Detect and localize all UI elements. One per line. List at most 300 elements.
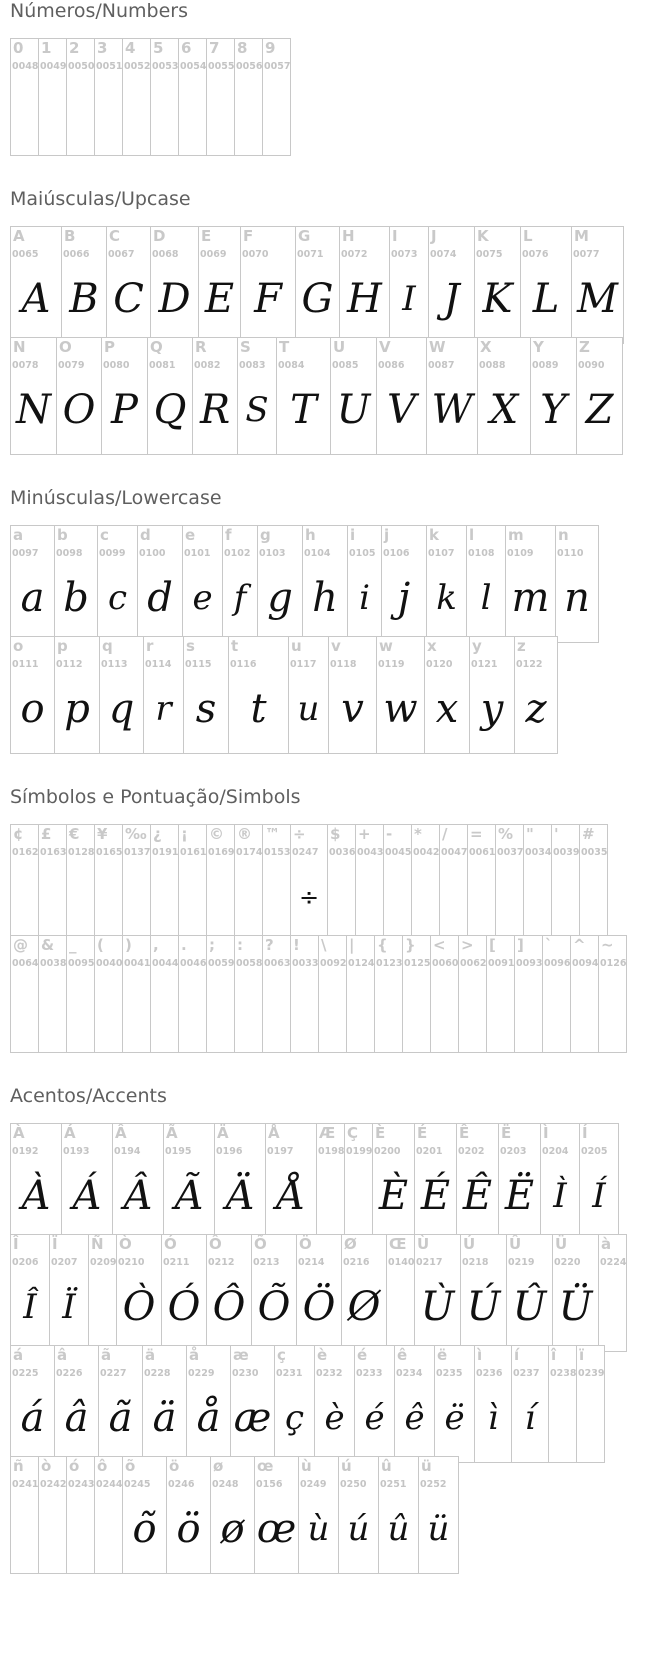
glyph-code: 0229 [188, 1368, 215, 1379]
glyph-code: 0043 [357, 847, 384, 858]
glyph-char-label: 8 [237, 39, 248, 57]
glyph-sample: l [480, 578, 492, 618]
glyph-code: 0236 [476, 1368, 503, 1379]
glyph-char-label: Ê [459, 1124, 470, 1142]
glyph-cell [430, 935, 459, 1053]
glyph-code: 0169 [208, 847, 235, 858]
glyph-cell [383, 824, 412, 942]
glyph-char-label: ¡ [181, 825, 188, 843]
glyph-sample: Ë [504, 1173, 535, 1219]
glyph-sample: Ê [462, 1173, 493, 1219]
glyph-sample: F [254, 276, 282, 322]
glyph-char-label: ù [301, 1457, 312, 1475]
glyph-char-label: È [375, 1124, 386, 1142]
glyph-cell [66, 38, 95, 156]
glyph-row [10, 636, 557, 754]
glyph-cell [262, 824, 291, 942]
glyph-code: 0071 [297, 249, 324, 260]
glyph-char-label: Ä [217, 1124, 229, 1142]
glyph-code: 0105 [349, 548, 376, 559]
glyph-sample: À [21, 1173, 51, 1219]
glyph-sample: P [111, 387, 138, 433]
glyph-code: 0125 [404, 958, 431, 969]
glyph-char-label: ^ [573, 936, 586, 954]
glyph-sample: Ì [553, 1176, 567, 1216]
glyph-code: 0084 [278, 360, 305, 371]
glyph-sample: Ã [174, 1173, 204, 1219]
glyph-char-label: Ì [543, 1124, 549, 1142]
glyph-char-label: À [13, 1124, 25, 1142]
glyph-char-label: l [469, 526, 475, 544]
glyph-code: 0093 [516, 958, 543, 969]
glyph-cell [61, 1123, 113, 1241]
glyph-code: 0033 [292, 958, 319, 969]
glyph-code: 0035 [581, 847, 608, 858]
glyph-sample: Î [23, 1287, 37, 1327]
glyph-sample: Í [592, 1176, 606, 1216]
glyph-cell [498, 1123, 541, 1241]
glyph-sample: U [336, 387, 371, 433]
glyph-char-label: S [240, 338, 251, 356]
glyph-cell [505, 525, 556, 643]
glyph-code: 0113 [101, 659, 128, 670]
glyph-sample: è [324, 1398, 345, 1438]
glyph-cell [414, 1123, 457, 1241]
glyph-char-label: O [59, 338, 72, 356]
glyph-sample: Ò [122, 1284, 156, 1330]
glyph-char-label: ï [579, 1346, 585, 1364]
section-title: Símbolos e Pontuação/Simbols [10, 786, 301, 808]
glyph-code: 0203 [500, 1146, 527, 1157]
glyph-cell [192, 337, 238, 455]
glyph-char-label: / [442, 825, 448, 843]
glyph-char-label: ñ [13, 1457, 24, 1475]
glyph-code: 0250 [340, 1479, 367, 1490]
glyph-char-label: É [417, 1124, 428, 1142]
glyph-cell [150, 226, 199, 344]
glyph-char-label: U [333, 338, 346, 356]
glyph-code: 0092 [320, 958, 347, 969]
glyph-char-label: { [377, 936, 388, 954]
glyph-char-label: ã [101, 1346, 112, 1364]
glyph-cell [122, 824, 151, 942]
glyph-cell [99, 636, 144, 754]
glyph-code: 0109 [507, 548, 534, 559]
glyph-code: 0242 [40, 1479, 67, 1490]
glyph-cell [10, 337, 57, 455]
glyph-char-label: c [100, 526, 109, 544]
glyph-code: 0037 [497, 847, 524, 858]
glyph-char-label: o [13, 637, 24, 655]
glyph-cell [262, 935, 291, 1053]
glyph-sample: i [359, 578, 370, 618]
glyph-cell [514, 636, 558, 754]
glyph-code: 0218 [462, 1257, 489, 1268]
glyph-code: 0034 [525, 847, 552, 858]
glyph-code: 0111 [12, 659, 39, 670]
glyph-char-label: 0 [13, 39, 24, 57]
glyph-cell [106, 226, 151, 344]
glyph-sample: n [564, 575, 590, 621]
glyph-code: 0104 [304, 548, 331, 559]
glyph-char-label: : [237, 936, 243, 954]
glyph-cell [339, 226, 390, 344]
glyph-code: 0216 [343, 1257, 370, 1268]
glyph-sample: Ä [225, 1173, 255, 1219]
glyph-char-label: n [558, 526, 569, 544]
glyph-char-label: Ó [164, 1235, 177, 1253]
glyph-cell [10, 824, 39, 942]
glyph-sample: b [63, 575, 89, 621]
glyph-code: 0096 [544, 958, 571, 969]
glyph-cell [178, 824, 207, 942]
glyph-code: 0123 [376, 958, 403, 969]
glyph-char-label: * [414, 825, 422, 843]
glyph-cell [198, 226, 241, 344]
glyph-char-label: è [317, 1346, 328, 1364]
glyph-code: 0201 [416, 1146, 443, 1157]
glyph-code: 0100 [139, 548, 166, 559]
glyph-char-label: K [477, 227, 489, 245]
glyph-code: 0207 [51, 1257, 78, 1268]
glyph-sample: h [312, 575, 338, 621]
glyph-char-label: A [13, 227, 25, 245]
glyph-code: 0053 [152, 61, 179, 72]
glyph-char-label: ú [341, 1457, 352, 1475]
glyph-cell [147, 337, 193, 455]
glyph-cell [318, 935, 347, 1053]
glyph-char-label: Ã [166, 1124, 178, 1142]
glyph-char-label: ø [213, 1457, 224, 1475]
glyph-code: 0112 [56, 659, 83, 670]
glyph-char-label: Î [13, 1235, 19, 1253]
glyph-code: 0114 [145, 659, 172, 670]
glyph-char-label: L [523, 227, 533, 245]
glyph-cell [551, 824, 580, 942]
glyph-code: 0237 [513, 1368, 540, 1379]
glyph-char-label: Ë [501, 1124, 512, 1142]
glyph-char-label: í [514, 1346, 520, 1364]
glyph-cell [376, 636, 425, 754]
glyph-cell [372, 1123, 415, 1241]
glyph-sample: q [108, 686, 135, 732]
glyph-cell [386, 1234, 415, 1352]
glyph-sample: X [489, 387, 519, 433]
glyph-cell [571, 226, 624, 344]
glyph-code: 0241 [12, 1479, 39, 1490]
glyph-char-label: 9 [265, 39, 276, 57]
glyph-sample: ÷ [298, 883, 320, 911]
glyph-code: 0213 [253, 1257, 280, 1268]
glyph-code: 0205 [581, 1146, 608, 1157]
glyph-char-label: à [601, 1235, 612, 1253]
glyph-code: 0124 [348, 958, 375, 969]
glyph-cell [137, 525, 183, 643]
glyph-sample: t [250, 686, 267, 732]
glyph-code: 0234 [396, 1368, 423, 1379]
glyph-cell [206, 38, 235, 156]
glyph-cell [210, 1456, 255, 1574]
glyph-char-label: 6 [181, 39, 192, 57]
glyph-char-label: F [243, 227, 254, 245]
glyph-cell [296, 1234, 342, 1352]
glyph-sample: c [107, 578, 128, 618]
glyph-char-label: [ [489, 936, 496, 954]
glyph-cell [426, 337, 478, 455]
glyph-char-label: \ [321, 936, 327, 954]
glyph-sample: Ú [466, 1284, 501, 1330]
glyph-sample: A [21, 276, 51, 322]
glyph-code: 0067 [108, 249, 135, 260]
glyph-cell [394, 1345, 435, 1463]
glyph-code: 0054 [180, 61, 207, 72]
glyph-row [10, 226, 623, 344]
glyph-char-label: ¿ [153, 825, 162, 843]
glyph-cell [552, 1234, 599, 1352]
glyph-code: 0220 [554, 1257, 581, 1268]
glyph-code: 0126 [600, 958, 627, 969]
glyph-cell [338, 1456, 379, 1574]
glyph-cell [474, 1345, 512, 1463]
glyph-code: 0083 [239, 360, 266, 371]
glyph-cell [206, 1234, 252, 1352]
glyph-char-label: ` [545, 936, 553, 954]
glyph-cell [38, 38, 67, 156]
glyph-code: 0202 [458, 1146, 485, 1157]
glyph-char-label: i [350, 526, 356, 544]
glyph-char-label: ! [293, 936, 300, 954]
glyph-char-label: Ï [52, 1235, 58, 1253]
glyph-sample: k [436, 578, 457, 618]
glyph-cell [460, 1234, 507, 1352]
glyph-row [10, 38, 290, 156]
glyph-sample: H [347, 276, 382, 322]
glyph-code: 0077 [573, 249, 600, 260]
glyph-sample: M [577, 276, 618, 322]
glyph-row [10, 525, 598, 643]
glyph-char-label: g [260, 526, 271, 544]
glyph-code: 0227 [100, 1368, 127, 1379]
glyph-cell [288, 636, 329, 754]
glyph-char-label: Œ [389, 1235, 407, 1253]
glyph-char-label: " [526, 825, 534, 843]
glyph-code: 0102 [224, 548, 251, 559]
glyph-sample: Ï [62, 1287, 76, 1327]
glyph-sample: j [397, 575, 411, 621]
glyph-code: 0051 [96, 61, 123, 72]
glyph-sample: Y [540, 387, 567, 433]
glyph-sample: I [402, 279, 416, 319]
glyph-code: 0085 [332, 360, 359, 371]
glyph-cell [257, 525, 303, 643]
glyph-code: 0078 [12, 360, 39, 371]
glyph-char-label: é [357, 1346, 368, 1364]
glyph-cell [467, 824, 496, 942]
glyph-char-label: Ø [344, 1235, 357, 1253]
glyph-code: 0120 [426, 659, 453, 670]
glyph-sample: ä [152, 1395, 177, 1441]
glyph-char-label: € [69, 825, 80, 843]
glyph-char-label: % [498, 825, 514, 843]
glyph-char-label: ? [265, 936, 274, 954]
glyph-sample: E [204, 276, 235, 322]
glyph-char-label: + [358, 825, 371, 843]
glyph-char-label: ÷ [293, 825, 306, 843]
glyph-sample: Z [585, 387, 614, 433]
glyph-code: 0204 [542, 1146, 569, 1157]
glyph-char-label: ] [517, 936, 524, 954]
glyph-cell [112, 1123, 164, 1241]
glyph-cell [10, 226, 62, 344]
glyph-cell [274, 1345, 315, 1463]
glyph-sample: ú [347, 1509, 370, 1549]
glyph-sample: å [196, 1395, 221, 1441]
glyph-cell [355, 824, 384, 942]
glyph-char-label: R [195, 338, 207, 356]
glyph-cell [206, 824, 235, 942]
glyph-sample: ö [176, 1506, 201, 1552]
glyph-sample: œ [256, 1506, 297, 1552]
glyph-char-label: j [384, 526, 390, 544]
glyph-code: 0246 [168, 1479, 195, 1490]
glyph-code: 0206 [12, 1257, 39, 1268]
glyph-code: 0140 [388, 1257, 415, 1268]
glyph-code: 0118 [330, 659, 357, 670]
glyph-cell [314, 1345, 355, 1463]
glyph-char-label: ® [237, 825, 252, 843]
glyph-char-label: b [57, 526, 68, 544]
glyph-code: 0103 [259, 548, 286, 559]
glyph-cell [330, 337, 377, 455]
glyph-char-label: r [146, 637, 154, 655]
glyph-sample: V [387, 387, 416, 433]
glyph-cell [477, 337, 531, 455]
glyph-cell [234, 38, 263, 156]
section-title: Maiúsculas/Upcase [10, 188, 191, 210]
glyph-cell [101, 337, 148, 455]
glyph-code: 0252 [420, 1479, 447, 1490]
glyph-cell [66, 935, 95, 1053]
glyph-char-label: @ [13, 936, 28, 954]
glyph-char-label: Â [115, 1124, 127, 1142]
glyph-cell [598, 935, 627, 1053]
glyph-cell [237, 337, 277, 455]
glyph-sample: Ø [347, 1284, 381, 1330]
glyph-code: 0230 [232, 1368, 259, 1379]
glyph-cell [576, 1345, 605, 1463]
glyph-code: 0086 [378, 360, 405, 371]
glyph-row [10, 1123, 618, 1241]
glyph-char-label: > [461, 936, 474, 954]
glyph-cell [228, 636, 289, 754]
glyph-char-label: 3 [97, 39, 108, 57]
glyph-code: 0095 [68, 958, 95, 969]
glyph-char-label: © [209, 825, 224, 843]
glyph-sample: ê [404, 1398, 425, 1438]
glyph-code: 0212 [208, 1257, 235, 1268]
glyph-char-label: C [109, 227, 121, 245]
glyph-code: 0050 [68, 61, 95, 72]
glyph-code: 0137 [124, 847, 151, 858]
glyph-sample: f [233, 578, 247, 618]
glyph-code: 0224 [600, 1257, 627, 1268]
glyph-cell [178, 38, 207, 156]
glyph-sample: Å [276, 1173, 306, 1219]
glyph-code: 0038 [40, 958, 67, 969]
glyph-code: 0056 [236, 61, 263, 72]
glyph-char-label: q [102, 637, 113, 655]
glyph-cell [10, 636, 55, 754]
glyph-code: 0226 [56, 1368, 83, 1379]
glyph-sample: e [192, 578, 213, 618]
glyph-char-label: ' [554, 825, 559, 843]
glyph-code: 0055 [208, 61, 235, 72]
glyph-sample: ù [307, 1509, 330, 1549]
glyph-cell [54, 525, 98, 643]
glyph-char-label: ) [125, 936, 132, 954]
glyph-code: 0099 [99, 548, 126, 559]
glyph-cell [10, 525, 55, 643]
glyph-sample: p [64, 686, 90, 732]
glyph-code: 0065 [12, 249, 39, 260]
glyph-char-label: B [64, 227, 76, 245]
glyph-cell [186, 1345, 231, 1463]
glyph-char-label: f [225, 526, 232, 544]
glyph-char-label: ( [97, 936, 104, 954]
glyph-cell [555, 525, 599, 643]
glyph-cell [469, 636, 515, 754]
glyph-cell [514, 935, 543, 1053]
glyph-cell [61, 226, 107, 344]
glyph-char-label: Ù [417, 1235, 430, 1253]
glyph-cell [54, 1345, 99, 1463]
glyph-row [10, 337, 622, 455]
glyph-cell [38, 935, 67, 1053]
glyph-char-label: . [181, 936, 187, 954]
glyph-cell [402, 935, 431, 1053]
glyph-char-label: Õ [254, 1235, 267, 1253]
glyph-code: 0094 [572, 958, 599, 969]
glyph-cell [38, 824, 67, 942]
glyph-cell [94, 1456, 123, 1574]
glyph-cell [486, 935, 515, 1053]
glyph-code: 0128 [68, 847, 95, 858]
glyph-cell [54, 636, 100, 754]
glyph-cell [10, 1123, 62, 1241]
glyph-cell [88, 1234, 117, 1352]
glyph-char-label: & [41, 936, 55, 954]
glyph-cell [523, 824, 552, 942]
glyph-cell [576, 337, 623, 455]
glyph-char-label: ö [169, 1457, 180, 1475]
glyph-sample: û [387, 1509, 410, 1549]
glyph-code: 0251 [380, 1479, 407, 1490]
glyph-code: 0247 [292, 847, 319, 858]
glyph-cell [540, 1123, 580, 1241]
glyph-code: 0232 [316, 1368, 343, 1379]
glyph-code: 0091 [488, 958, 515, 969]
glyph-cell [150, 935, 179, 1053]
glyph-sample: á [20, 1395, 45, 1441]
glyph-code: 0200 [374, 1146, 401, 1157]
glyph-code: 0097 [12, 548, 39, 559]
glyph-code: 0231 [276, 1368, 303, 1379]
glyph-sample: G [301, 276, 334, 322]
glyph-code: 0036 [329, 847, 356, 858]
glyph-cell [94, 38, 123, 156]
glyph-code: 0039 [553, 847, 580, 858]
glyph-cell [251, 1234, 297, 1352]
